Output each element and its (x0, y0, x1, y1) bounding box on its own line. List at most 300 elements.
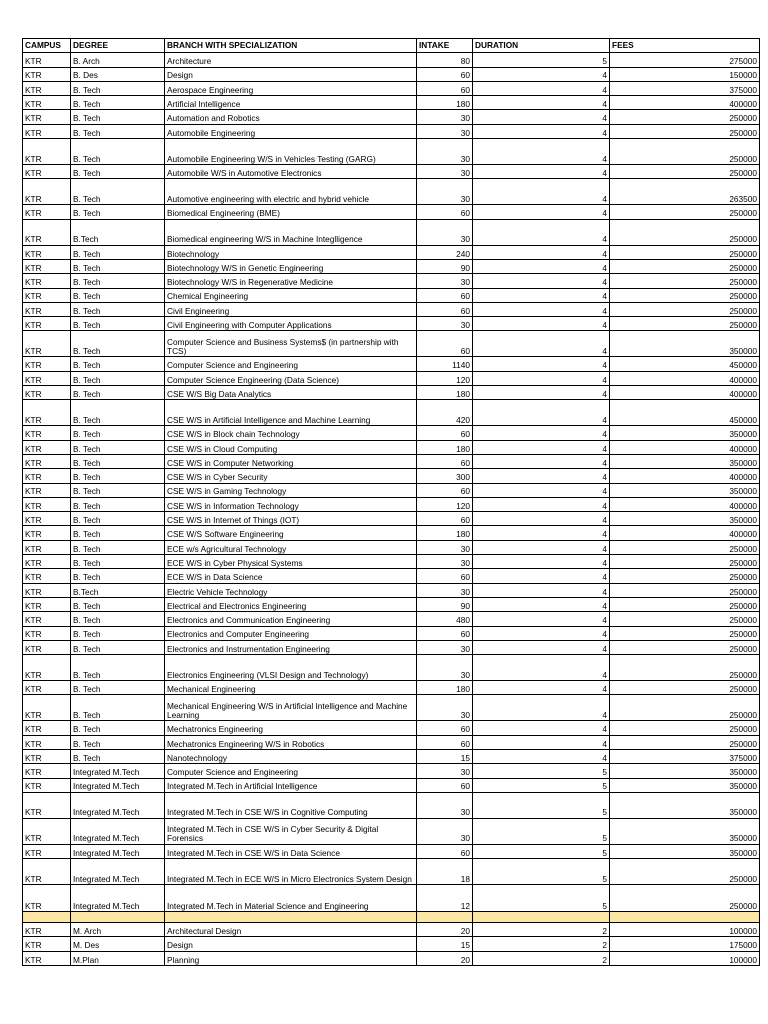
cell-campus: KTR (23, 371, 71, 385)
table-row (23, 885, 760, 912)
cell-duration: 4 (473, 139, 610, 165)
cell-degree: Integrated M.Tech (71, 859, 165, 885)
cell-fees: 350000 (610, 512, 760, 526)
cell-campus: KTR (23, 885, 71, 912)
cell-fees: 150000 (610, 67, 760, 81)
cell-duration: 5 (473, 778, 610, 792)
cell-branch: ECE W/S in Cyber Physical Systems (165, 555, 417, 569)
cell-campus: KTR (23, 951, 71, 965)
cell-fees: 250000 (610, 110, 760, 124)
cell-degree: B. Des (71, 67, 165, 81)
cell-degree: B. Tech (71, 469, 165, 483)
cell-fees: 350000 (610, 426, 760, 440)
cell-branch: Integrated M.Tech in Artificial Intelligence (165, 778, 417, 792)
cell-fees: 250000 (610, 859, 760, 885)
cell-campus: KTR (23, 245, 71, 259)
cell-intake (417, 912, 473, 923)
cell-duration: 4 (473, 626, 610, 640)
table-row (23, 937, 760, 951)
cell-campus: KTR (23, 400, 71, 426)
table-row (23, 497, 760, 511)
cell-intake: 30 (417, 655, 473, 681)
cell-duration (473, 912, 610, 923)
cell-branch: Integrated M.Tech in CSE W/S in Cyber Security & Digital Forensics (165, 818, 417, 844)
cell-campus: KTR (23, 331, 71, 357)
cell-fees: 263500 (610, 179, 760, 205)
table-row (23, 400, 760, 426)
cell-branch: Nanotechnology (165, 749, 417, 763)
cell-duration: 4 (473, 483, 610, 497)
cell-fees: 250000 (610, 274, 760, 288)
cell-fees: 250000 (610, 681, 760, 695)
cell-campus: KTR (23, 695, 71, 721)
cell-campus: KTR (23, 124, 71, 138)
cell-branch: CSE W/S in Block chain Technology (165, 426, 417, 440)
cell-duration: 4 (473, 302, 610, 316)
cell-campus: KTR (23, 440, 71, 454)
cell-campus: KTR (23, 555, 71, 569)
cell-campus: KTR (23, 426, 71, 440)
header-campus: CAMPUS (23, 39, 71, 53)
cell-degree: M. Arch (71, 923, 165, 937)
header-degree: DEGREE (71, 39, 165, 53)
cell-branch: Design (165, 937, 417, 951)
cell-degree: B. Tech (71, 331, 165, 357)
cell-fees: 350000 (610, 454, 760, 468)
cell-branch: Aerospace Engineering (165, 81, 417, 95)
cell-intake: 60 (417, 721, 473, 735)
cell-branch: Civil Engineering with Computer Applications (165, 317, 417, 331)
cell-branch: Electronics and Computer Engineering (165, 626, 417, 640)
cell-duration: 2 (473, 937, 610, 951)
cell-duration: 4 (473, 81, 610, 95)
cell-branch (165, 912, 417, 923)
cell-campus: KTR (23, 96, 71, 110)
cell-duration: 5 (473, 859, 610, 885)
cell-fees: 350000 (610, 778, 760, 792)
cell-degree: Integrated M.Tech (71, 885, 165, 912)
cell-campus: KTR (23, 655, 71, 681)
cell-campus: KTR (23, 735, 71, 749)
cell-degree: B. Tech (71, 626, 165, 640)
cell-intake: 30 (417, 124, 473, 138)
cell-duration: 4 (473, 110, 610, 124)
table-row (23, 512, 760, 526)
cell-degree: B. Tech (71, 555, 165, 569)
cell-duration: 4 (473, 555, 610, 569)
cell-degree: B.Tech (71, 583, 165, 597)
table-row (23, 721, 760, 735)
cell-intake: 1140 (417, 357, 473, 371)
table-row (23, 569, 760, 583)
cell-intake: 300 (417, 469, 473, 483)
cell-degree: B. Tech (71, 440, 165, 454)
cell-intake: 180 (417, 96, 473, 110)
cell-degree: B. Tech (71, 695, 165, 721)
cell-campus: KTR (23, 626, 71, 640)
cell-campus: KTR (23, 53, 71, 67)
cell-degree: Integrated M.Tech (71, 792, 165, 818)
cell-fees: 250000 (610, 721, 760, 735)
cell-branch: Mechatronics Engineering (165, 721, 417, 735)
cell-branch: CSE W/S in Cloud Computing (165, 440, 417, 454)
cell-campus: KTR (23, 139, 71, 165)
table-row (23, 53, 760, 67)
cell-duration: 4 (473, 655, 610, 681)
cell-campus: KTR (23, 512, 71, 526)
cell-campus: KTR (23, 386, 71, 400)
cell-intake: 180 (417, 526, 473, 540)
table-row (23, 612, 760, 626)
cell-duration: 5 (473, 818, 610, 844)
cell-duration: 4 (473, 583, 610, 597)
cell-campus: KTR (23, 469, 71, 483)
table-row (23, 859, 760, 885)
cell-branch: Biotechnology (165, 245, 417, 259)
cell-duration: 4 (473, 288, 610, 302)
table-row (23, 583, 760, 597)
cell-duration: 4 (473, 205, 610, 219)
cell-degree: B. Tech (71, 96, 165, 110)
cell-degree: B. Tech (71, 179, 165, 205)
cell-fees: 250000 (610, 735, 760, 749)
cell-duration: 4 (473, 640, 610, 654)
cell-branch: Design (165, 67, 417, 81)
cell-branch: Electronics and Instrumentation Engineering (165, 640, 417, 654)
cell-degree: B. Tech (71, 259, 165, 273)
table-row (23, 96, 760, 110)
cell-intake: 15 (417, 749, 473, 763)
cell-campus: KTR (23, 764, 71, 778)
cell-degree: B. Tech (71, 288, 165, 302)
cell-degree: B. Tech (71, 681, 165, 695)
cell-duration: 5 (473, 885, 610, 912)
cell-intake: 60 (417, 569, 473, 583)
separator-row (23, 912, 760, 923)
table-row (23, 274, 760, 288)
cell-intake: 20 (417, 923, 473, 937)
cell-fees: 350000 (610, 331, 760, 357)
cell-fees: 375000 (610, 81, 760, 95)
table-row (23, 749, 760, 763)
cell-branch: Planning (165, 951, 417, 965)
cell-intake: 420 (417, 400, 473, 426)
cell-fees: 350000 (610, 818, 760, 844)
cell-campus: KTR (23, 778, 71, 792)
cell-intake: 480 (417, 612, 473, 626)
table-row (23, 818, 760, 844)
cell-intake: 30 (417, 555, 473, 569)
cell-fees: 100000 (610, 923, 760, 937)
cell-degree: B. Tech (71, 612, 165, 626)
table-row (23, 597, 760, 611)
cell-campus: KTR (23, 597, 71, 611)
cell-degree: B. Tech (71, 512, 165, 526)
cell-fees: 400000 (610, 371, 760, 385)
cell-duration: 4 (473, 357, 610, 371)
cell-fees: 250000 (610, 245, 760, 259)
cell-degree: B. Tech (71, 110, 165, 124)
cell-duration: 4 (473, 331, 610, 357)
table-row (23, 951, 760, 965)
cell-duration: 4 (473, 245, 610, 259)
cell-fees: 175000 (610, 937, 760, 951)
cell-intake: 120 (417, 371, 473, 385)
cell-campus: KTR (23, 357, 71, 371)
cell-intake: 60 (417, 302, 473, 316)
cell-branch: Automobile Engineering W/S in Vehicles Testing (GARG) (165, 139, 417, 165)
cell-branch: Automation and Robotics (165, 110, 417, 124)
cell-duration: 4 (473, 426, 610, 440)
cell-degree: B. Tech (71, 483, 165, 497)
cell-branch: CSE W/S in Computer Networking (165, 454, 417, 468)
cell-degree: B. Tech (71, 497, 165, 511)
cell-duration: 5 (473, 53, 610, 67)
cell-intake: 60 (417, 81, 473, 95)
cell-branch: Chemical Engineering (165, 288, 417, 302)
cell-branch: CSE W/S in Artificial Intelligence and Machine Learning (165, 400, 417, 426)
cell-intake: 30 (417, 139, 473, 165)
cell-branch: CSE W/S Big Data Analytics (165, 386, 417, 400)
cell-degree: B. Tech (71, 454, 165, 468)
cell-intake: 90 (417, 597, 473, 611)
cell-intake: 20 (417, 951, 473, 965)
cell-fees: 250000 (610, 583, 760, 597)
cell-fees: 250000 (610, 626, 760, 640)
cell-degree: B. Tech (71, 721, 165, 735)
cell-intake: 60 (417, 426, 473, 440)
cell-branch: Automobile Engineering (165, 124, 417, 138)
cell-intake: 30 (417, 179, 473, 205)
cell-duration: 5 (473, 792, 610, 818)
cell-branch: Biomedical Engineering (BME) (165, 205, 417, 219)
cell-campus: KTR (23, 526, 71, 540)
cell-campus: KTR (23, 81, 71, 95)
cell-intake: 12 (417, 885, 473, 912)
cell-branch: Architectural Design (165, 923, 417, 937)
cell-campus: KTR (23, 165, 71, 179)
table-row (23, 555, 760, 569)
cell-intake: 30 (417, 317, 473, 331)
cell-branch: Computer Science and Engineering (165, 764, 417, 778)
cell-fees: 250000 (610, 219, 760, 245)
cell-degree: B. Tech (71, 386, 165, 400)
cell-fees: 250000 (610, 540, 760, 554)
cell-intake: 30 (417, 165, 473, 179)
table-row (23, 110, 760, 124)
cell-branch: Architecture (165, 53, 417, 67)
cell-branch: CSE W/S in Cyber Security (165, 469, 417, 483)
cell-fees: 250000 (610, 612, 760, 626)
cell-branch: Electrical and Electronics Engineering (165, 597, 417, 611)
cell-branch: Electronics and Communication Engineering (165, 612, 417, 626)
cell-campus: KTR (23, 749, 71, 763)
cell-duration: 4 (473, 274, 610, 288)
cell-campus: KTR (23, 454, 71, 468)
cell-fees: 250000 (610, 302, 760, 316)
table-row (23, 526, 760, 540)
cell-campus (23, 912, 71, 923)
cell-degree: B. Tech (71, 357, 165, 371)
table-row (23, 288, 760, 302)
cell-intake: 30 (417, 583, 473, 597)
cell-campus: KTR (23, 792, 71, 818)
cell-fees: 400000 (610, 96, 760, 110)
table-row (23, 626, 760, 640)
cell-fees: 400000 (610, 526, 760, 540)
cell-degree: B. Tech (71, 245, 165, 259)
cell-degree: Integrated M.Tech (71, 778, 165, 792)
cell-campus: KTR (23, 219, 71, 245)
cell-fees: 350000 (610, 844, 760, 858)
cell-branch: Integrated M.Tech in CSE W/S in Cognitive Computing (165, 792, 417, 818)
cell-duration: 4 (473, 681, 610, 695)
cell-branch: Mechatronics Engineering W/S in Robotics (165, 735, 417, 749)
cell-fees: 350000 (610, 792, 760, 818)
cell-campus: KTR (23, 274, 71, 288)
table-row (23, 67, 760, 81)
cell-campus: KTR (23, 923, 71, 937)
cell-duration: 4 (473, 165, 610, 179)
cell-branch: CSE W/S in Internet of Things (IOT) (165, 512, 417, 526)
cell-campus: KTR (23, 583, 71, 597)
cell-branch: Biotechnology W/S in Regenerative Medicine (165, 274, 417, 288)
cell-intake: 180 (417, 386, 473, 400)
cell-fees: 400000 (610, 440, 760, 454)
cell-intake: 60 (417, 778, 473, 792)
cell-duration: 4 (473, 67, 610, 81)
table-row (23, 331, 760, 357)
cell-branch: Integrated M.Tech in CSE W/S in Data Science (165, 844, 417, 858)
cell-degree: B. Tech (71, 371, 165, 385)
fees-table (22, 38, 760, 966)
cell-degree: B. Tech (71, 597, 165, 611)
cell-degree: M. Des (71, 937, 165, 951)
cell-fees: 250000 (610, 695, 760, 721)
cell-degree: B. Arch (71, 53, 165, 67)
cell-intake: 60 (417, 454, 473, 468)
cell-campus: KTR (23, 818, 71, 844)
table-row (23, 165, 760, 179)
cell-fees: 250000 (610, 205, 760, 219)
cell-degree: B. Tech (71, 655, 165, 681)
cell-fees: 250000 (610, 655, 760, 681)
cell-duration: 4 (473, 512, 610, 526)
cell-fees: 250000 (610, 885, 760, 912)
cell-branch: Artificial Intelligence (165, 96, 417, 110)
table-row (23, 483, 760, 497)
cell-branch: CSE W/S in Gaming Technology (165, 483, 417, 497)
cell-duration: 4 (473, 259, 610, 273)
table-row (23, 695, 760, 721)
cell-duration: 2 (473, 923, 610, 937)
table-row (23, 245, 760, 259)
cell-branch: Computer Science and Engineering (165, 357, 417, 371)
cell-fees: 400000 (610, 497, 760, 511)
cell-campus: KTR (23, 497, 71, 511)
cell-intake: 60 (417, 512, 473, 526)
cell-degree: B.Tech (71, 219, 165, 245)
cell-intake: 180 (417, 440, 473, 454)
header-intake: INTAKE (417, 39, 473, 53)
table-row (23, 778, 760, 792)
cell-campus: KTR (23, 612, 71, 626)
cell-fees: 250000 (610, 288, 760, 302)
table-row (23, 469, 760, 483)
cell-branch: ECE w/s Agricultural Technology (165, 540, 417, 554)
cell-branch: Electronics Engineering (VLSI Design and Technology) (165, 655, 417, 681)
cell-campus: KTR (23, 317, 71, 331)
cell-intake: 60 (417, 626, 473, 640)
cell-campus: KTR (23, 288, 71, 302)
cell-duration: 4 (473, 526, 610, 540)
table-row (23, 454, 760, 468)
cell-fees: 450000 (610, 400, 760, 426)
table-row (23, 426, 760, 440)
cell-intake: 180 (417, 681, 473, 695)
cell-branch: Biotechnology W/S in Genetic Engineering (165, 259, 417, 273)
table-row (23, 844, 760, 858)
table-row (23, 317, 760, 331)
cell-fees (610, 912, 760, 923)
table-row (23, 302, 760, 316)
cell-branch: CSE W/S Software Engineering (165, 526, 417, 540)
cell-campus: KTR (23, 640, 71, 654)
table-row (23, 735, 760, 749)
cell-fees: 375000 (610, 749, 760, 763)
cell-degree: B. Tech (71, 124, 165, 138)
cell-degree: B. Tech (71, 274, 165, 288)
cell-duration: 4 (473, 569, 610, 583)
cell-duration: 4 (473, 540, 610, 554)
cell-degree: B. Tech (71, 540, 165, 554)
cell-fees: 250000 (610, 124, 760, 138)
cell-intake: 60 (417, 483, 473, 497)
table-row (23, 386, 760, 400)
cell-branch: Automotive engineering with electric and hybrid vehicle (165, 179, 417, 205)
cell-campus: KTR (23, 859, 71, 885)
cell-duration: 4 (473, 695, 610, 721)
table-row (23, 139, 760, 165)
cell-branch: Integrated M.Tech in Material Science and Engineering (165, 885, 417, 912)
cell-degree: B. Tech (71, 139, 165, 165)
cell-campus: KTR (23, 179, 71, 205)
table-row (23, 681, 760, 695)
table-row (23, 540, 760, 554)
cell-duration: 4 (473, 735, 610, 749)
cell-duration: 4 (473, 440, 610, 454)
cell-duration: 4 (473, 124, 610, 138)
table-row (23, 179, 760, 205)
cell-degree: B. Tech (71, 640, 165, 654)
cell-campus: KTR (23, 110, 71, 124)
cell-fees: 250000 (610, 139, 760, 165)
cell-duration: 2 (473, 951, 610, 965)
cell-fees: 350000 (610, 483, 760, 497)
cell-fees: 275000 (610, 53, 760, 67)
table-row (23, 371, 760, 385)
cell-duration: 4 (473, 454, 610, 468)
cell-fees: 250000 (610, 317, 760, 331)
table-row (23, 640, 760, 654)
cell-fees: 250000 (610, 259, 760, 273)
cell-duration: 4 (473, 219, 610, 245)
cell-degree: B. Tech (71, 165, 165, 179)
cell-intake: 30 (417, 640, 473, 654)
cell-intake: 30 (417, 540, 473, 554)
cell-campus: KTR (23, 844, 71, 858)
cell-degree: B. Tech (71, 526, 165, 540)
